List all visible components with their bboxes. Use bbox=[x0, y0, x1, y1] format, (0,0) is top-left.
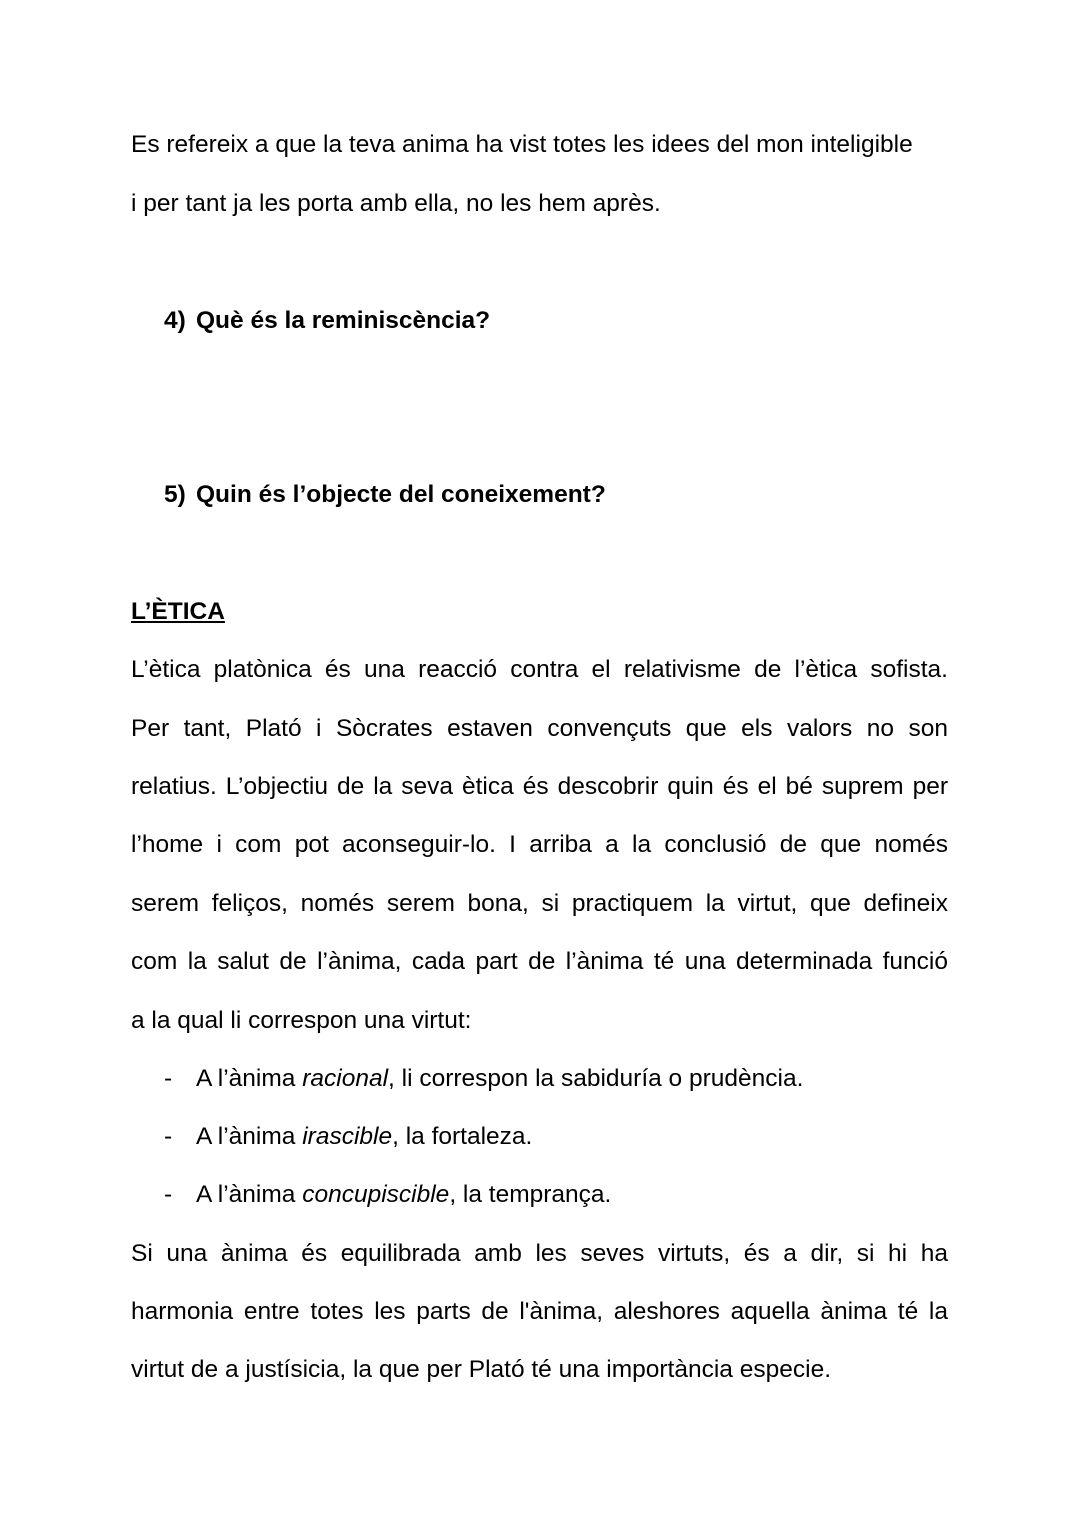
bullet-suffix: , la temprança. bbox=[449, 1181, 612, 1208]
list-item bbox=[164, 1180, 611, 1210]
bullet-prefix: A l’ànima bbox=[196, 1123, 303, 1150]
paragraph-line: Per tant, Plató i Sòcrates estaven convençuts que els valors no son bbox=[131, 715, 948, 742]
bullet-suffix: , la fortaleza. bbox=[392, 1123, 533, 1150]
paragraph-line: com la salut de l’ànima, cada part de l’ànima té una determinada funció bbox=[131, 948, 948, 975]
question-number: 4) bbox=[164, 307, 186, 334]
bullet-dash: - bbox=[164, 1181, 173, 1208]
intro-line-2: i per tant ja les porta amb ella, no les hem après. bbox=[131, 190, 661, 217]
paragraph-line: L’ètica platònica és una reacció contra el relativisme de l’ètica sofista. bbox=[131, 656, 948, 683]
list-item bbox=[164, 1122, 532, 1152]
question-text: Quin és l’objecte del coneixement? bbox=[196, 481, 606, 508]
bullet-term: racional bbox=[302, 1065, 389, 1092]
question-5 bbox=[164, 480, 606, 510]
question-number: 5) bbox=[164, 481, 186, 508]
section-heading: L’ÈTICA bbox=[131, 598, 225, 625]
intro-line-1: Es refereix a que la teva anima ha vist totes les idees del mon inteligible bbox=[131, 131, 913, 158]
bullet-suffix: , li correspon la sabiduría o prudència. bbox=[388, 1065, 804, 1092]
bullet-dash: - bbox=[164, 1123, 173, 1150]
paragraph-line: serem feliços, només serem bona, si practiquem la virtut, que defineix bbox=[131, 890, 948, 917]
bullet-prefix: A l’ànima bbox=[196, 1065, 303, 1092]
paragraph-line: relatius. L’objectiu de la seva ètica és descobrir quin és el bé suprem per bbox=[131, 773, 948, 800]
paragraph-line: harmonia entre totes les parts de l'ànima, aleshores aquella ànima té la bbox=[131, 1298, 948, 1325]
bullet-dash: - bbox=[164, 1065, 173, 1092]
question-text: Què és la reminiscència? bbox=[196, 307, 491, 334]
list-item bbox=[164, 1064, 803, 1094]
paragraph-line: l’home i com pot aconseguir-lo. I arriba a la conclusió de que només bbox=[131, 831, 948, 858]
paragraph-line: Si una ànima és equilibrada amb les seves virtuts, és a dir, si hi ha bbox=[131, 1240, 948, 1267]
bullet-term: concupiscible bbox=[302, 1181, 450, 1208]
paragraph-line: a la qual li correspon una virtut: bbox=[131, 1007, 472, 1034]
bullet-prefix: A l’ànima bbox=[196, 1181, 303, 1208]
question-4 bbox=[164, 306, 490, 336]
paragraph-line: virtut de a justísicia, la que per Plató té una importància especie. bbox=[131, 1356, 831, 1383]
bullet-term: irascible bbox=[302, 1123, 393, 1150]
